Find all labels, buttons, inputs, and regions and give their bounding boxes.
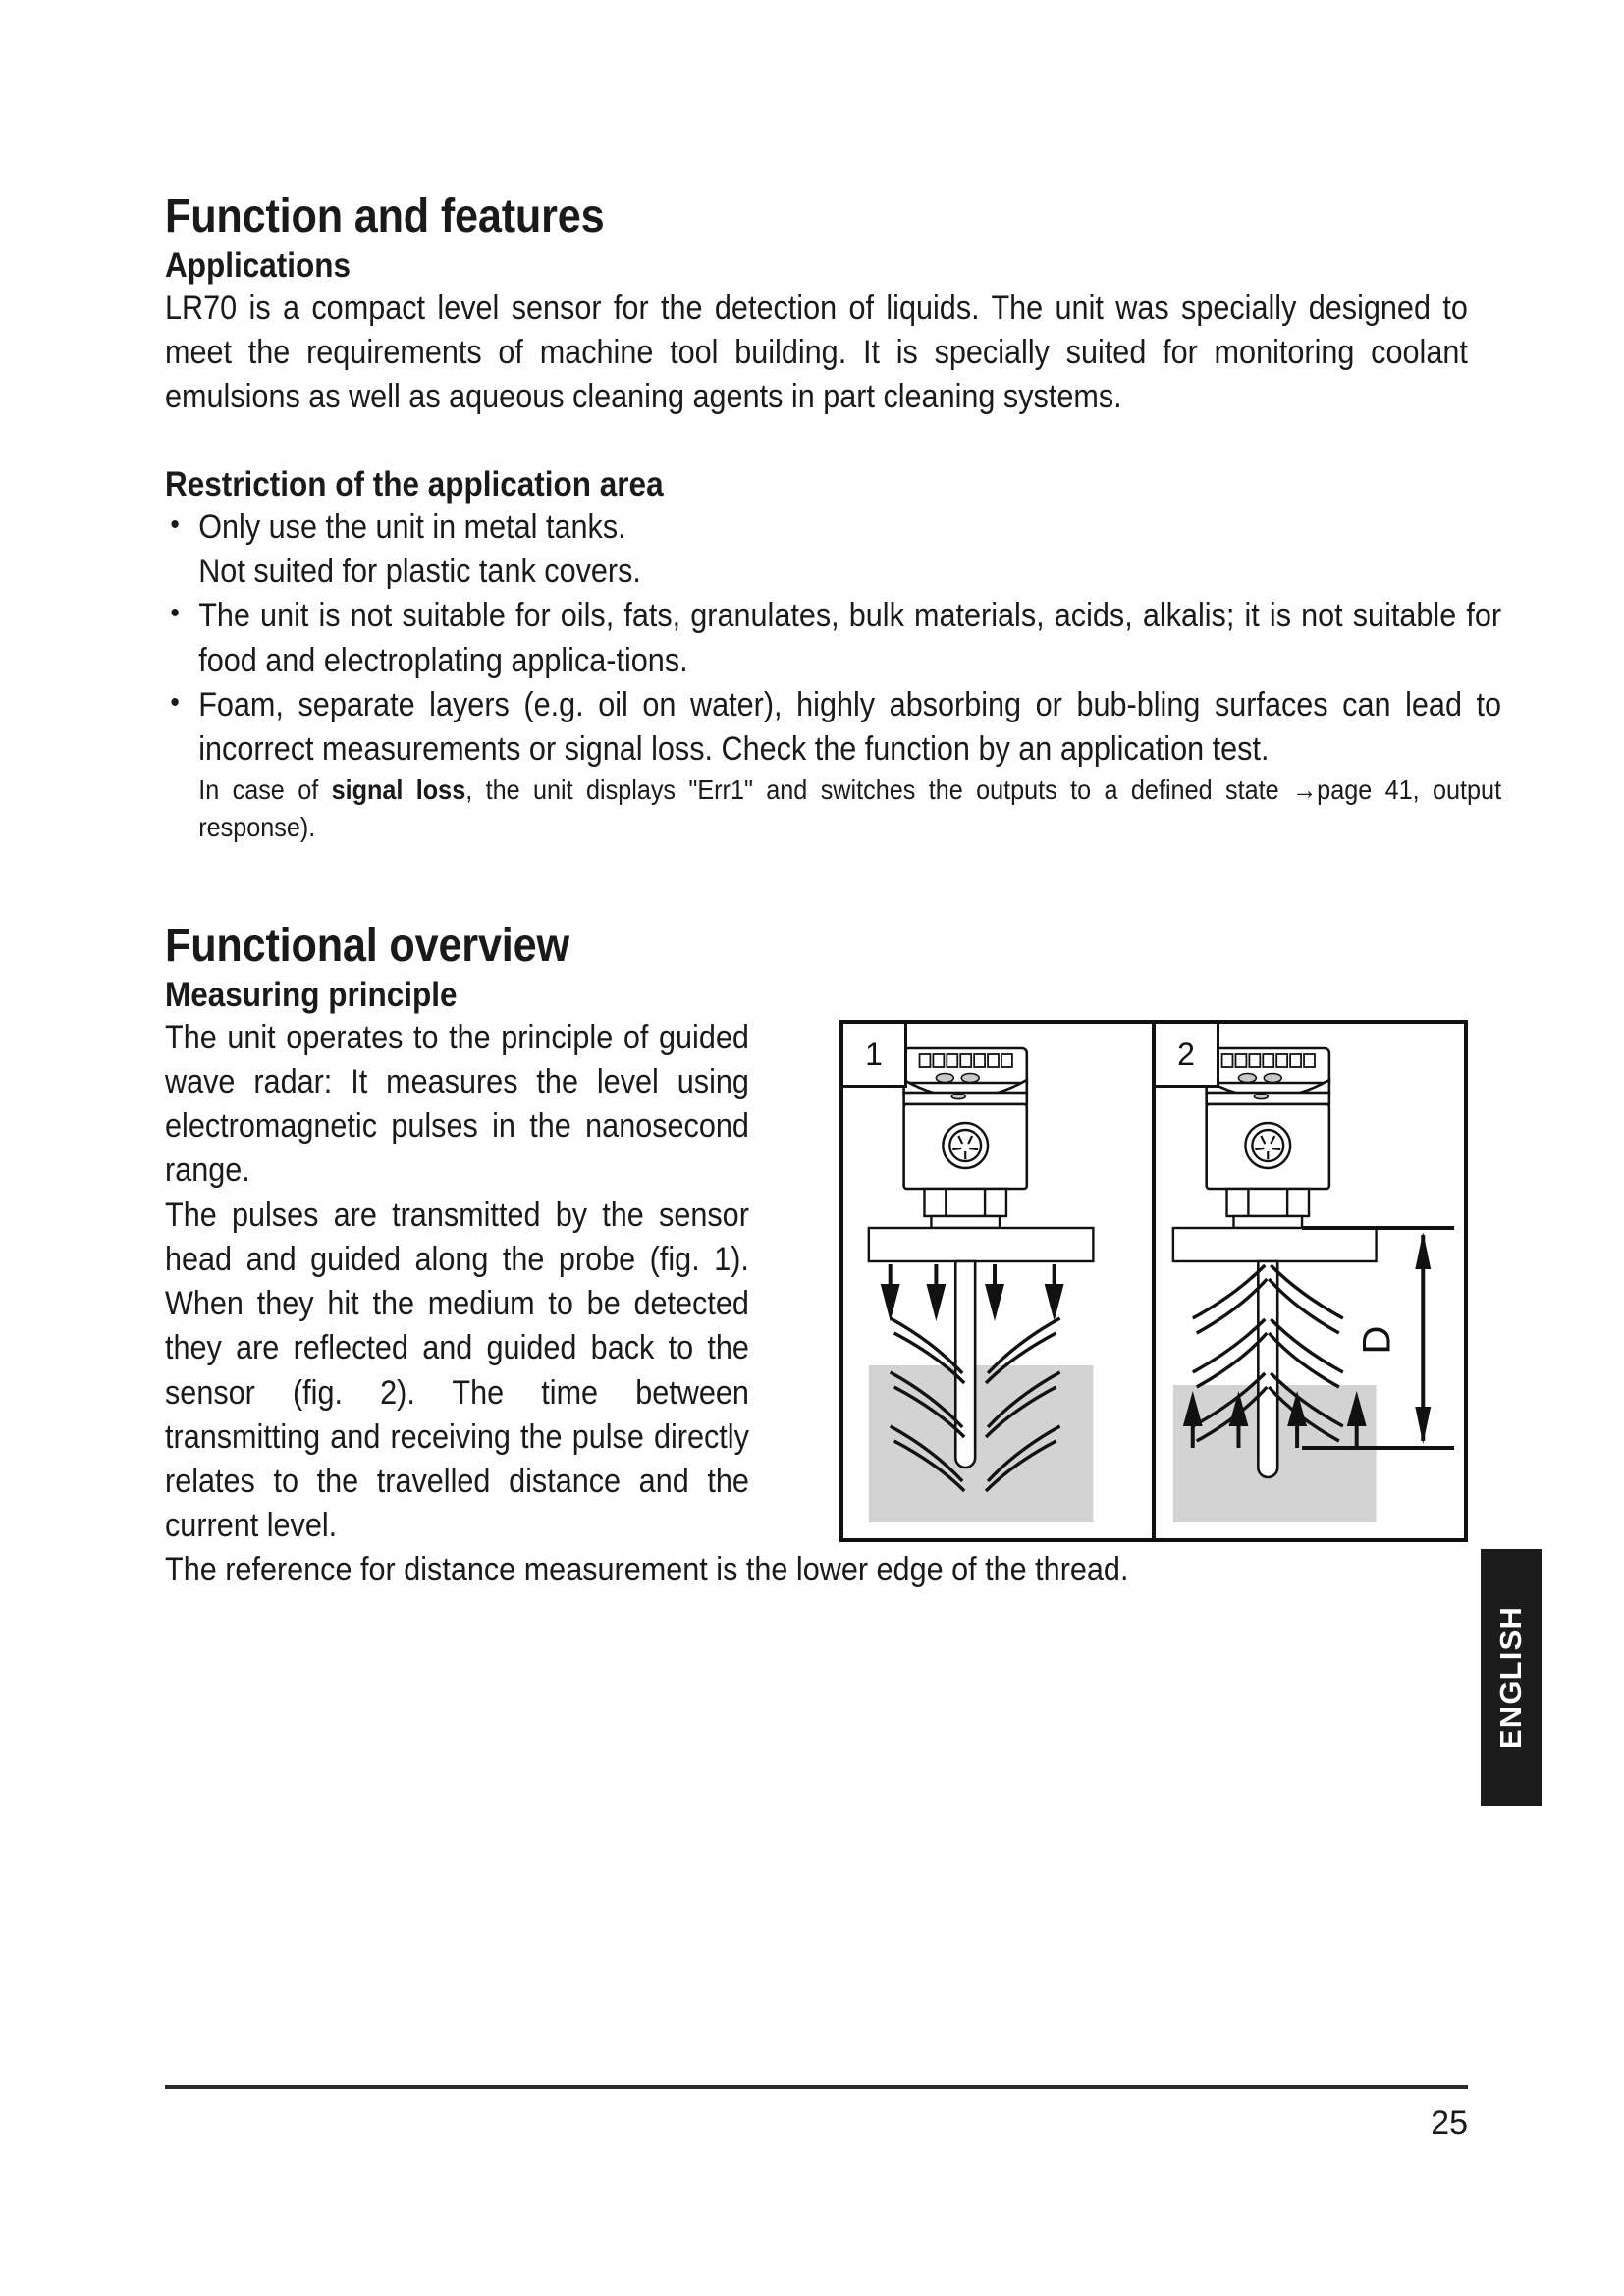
language-tab-english [1481, 1549, 1542, 1806]
spacer [165, 891, 1468, 921]
list-item [165, 506, 1501, 550]
heading-measuring-principle: Measuring principle [165, 975, 458, 1014]
bullet-text: Not suited for plastic tank covers. [198, 553, 641, 591]
spacer [165, 420, 1468, 465]
restriction-bullet-list [165, 506, 1502, 772]
heading-applications: Applications [165, 245, 352, 285]
note-text-tail: , the unit displays "Err1" and switches the outputs to a defined state →page 41, output response). [198, 774, 1502, 842]
heading-functional-overview: Functional overview [165, 919, 569, 972]
list-item [165, 550, 1501, 594]
spacer [165, 846, 1468, 891]
list-item [165, 683, 1501, 772]
dimension-label-D: D [1355, 1325, 1399, 1355]
page-title: Function and features [165, 190, 605, 242]
footer-rule [165, 2085, 1468, 2089]
page-number: 25 [1431, 2105, 1468, 2142]
language-tab-label: ENGLISH [1493, 1605, 1529, 1750]
measuring-principle-paragraph-2: The pulses are transmitted by the sensor head and guided along the probe (fig. 1). When they hit the medium to be detected they are reflected and guided back to the sensor (fig. 2). The time between transmitting and receiving the pulse directly relates to the travelled distance and the current level. [165, 1196, 749, 1545]
measuring-principle-paragraph-3: The reference for distance measurement is the lower edge of the thread. [165, 1551, 1129, 1589]
measuring-principle-paragraph-1: The unit operates to the principle of guided wave radar: It measures the level using electromagnetic pulses in the nanosecond range. [165, 1018, 749, 1190]
signal-loss-note [165, 772, 1501, 846]
note-text-lead: In case of [198, 774, 332, 806]
panel-number-2: 2 [1156, 1024, 1219, 1088]
bullet-text: The unit is not suitable for oils, fats, granulates, bulk materials, acids, alkalis; it is not suitable for food and electroplating applica-tions. [198, 597, 1502, 679]
list-item [165, 594, 1501, 682]
heading-restriction: Restriction of the application area [165, 464, 664, 504]
measuring-principle-flow [165, 1016, 1468, 1593]
bullet-text: Foam, separate layers (e.g. oil on water), highly absorbing or bub-bling surfaces can lead to incorrect measurements or signal loss. Check the function by an application test. [198, 685, 1502, 768]
note-emphasis: signal loss [331, 774, 466, 806]
bullet-text: Only use the unit in metal tanks. [198, 507, 626, 546]
panel-number-1: 1 [843, 1024, 907, 1088]
applications-paragraph: LR70 is a compact level sensor for the detection of liquids. The unit was specially designed to meet the requirements of machine tool building. It is specially suited for monitoring coolant emulsions as well as aqueous cleaning agents in part cleaning systems. [165, 290, 1468, 416]
page-content [165, 190, 1502, 1593]
